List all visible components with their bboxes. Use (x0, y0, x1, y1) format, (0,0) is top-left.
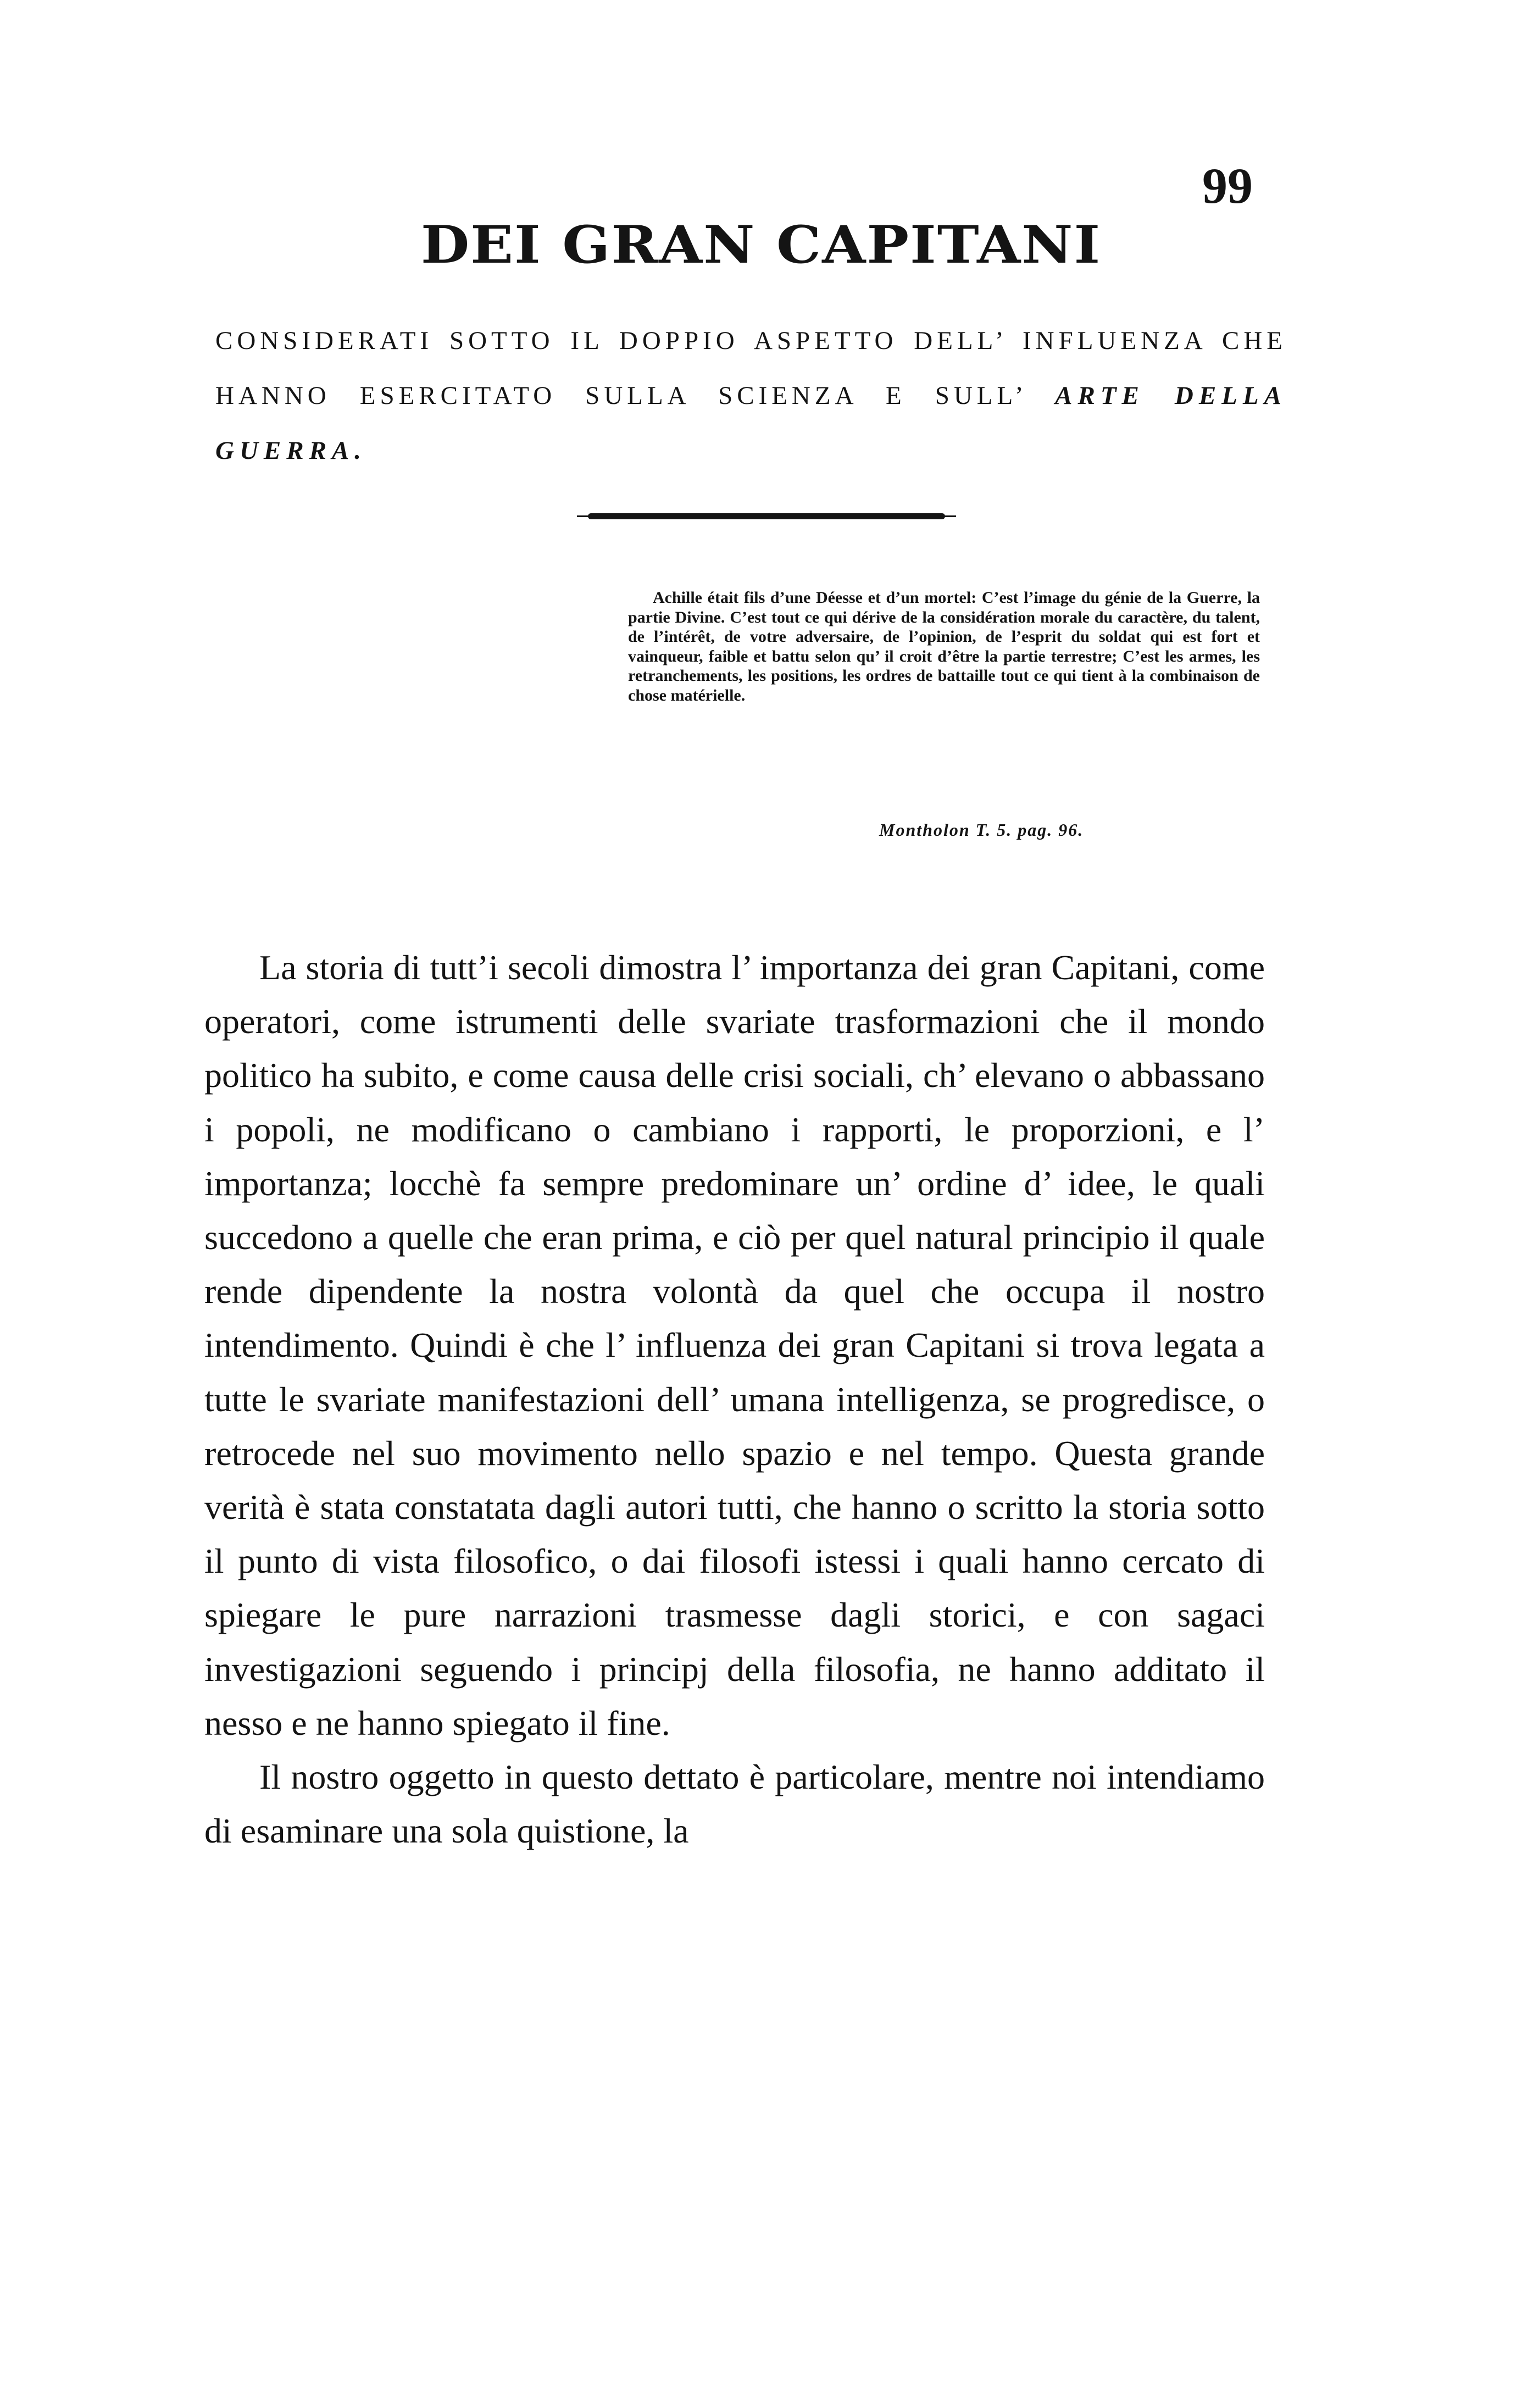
chapter-title: DEI GRAN CAPITANI (420, 214, 1102, 276)
paragraph: Il nostro oggetto in questo dettato è particolare, mentre noi intendiamo di esaminare una sola quistione, la (204, 1757, 1265, 1851)
epigraph-text: Achille était fils d’une Déesse et d’un mortel: C’est l’image du génie de la Guerre, la partie Divine. C’est tout ce qui dérive de la considération morale du caractère, du talent, de l’intérêt, de votre adversaire, de l’opinion, de l’esprit du soldat qui est fort et vainqueur, faible et battu selon qu’ il croit d’être la partie terrestre; C’est les armes, les retranchements, les positions, les ordres de battaille tout ce qui tient à la combinaison de chose matérielle. (628, 589, 1260, 704)
page-number: 99 (1202, 158, 1253, 214)
epigraph (628, 588, 1260, 706)
decorative-rule (588, 513, 945, 519)
epigraph-attribution: Montholon T. 5. pag. 96. (879, 820, 1084, 840)
paragraph: La storia di tutt’i secoli dimostra l’ importanza dei gran Capitani, come operatori, come istrumenti delle svariate trasformazioni che il mondo politico ha subito, e come causa delle crisi sociali, ch’ elevano o abbassano i popoli, ne modificano o cambiano i rapporti, le proporzioni, e l’ importanza; locchè fa sempre predominare un’ ordine d’ idee, le quali succedono a quelle che eran prima, e ciò per quel natural principio il quale rende dipendente la nostra volontà da quel che occupa il nostro intendimento. Quindi è che l’ influenza dei gran Capitani si trova legata a tutte le svariate manifestazioni dell’ umana intelligenza, se progredisce, o retrocede nel suo movimento nello spazio e nel tempo. Questa grande verità è stata constatata dagli autori tutti, che hanno o scritto la storia sotto il punto di vista filosofico, o dai filosofi istessi i quali hanno cercato di spiegare le pure narrazioni trasmesse dagli storici, e con sagaci investigazioni seguendo i principj della filosofia, ne hanno additato il nesso e ne hanno spiegato il fine. (204, 948, 1265, 1743)
subtitle-italic-text: ARTE DELLA GUERRA. (215, 381, 1287, 465)
body-text (204, 941, 1265, 1858)
chapter-subtitle (215, 313, 1287, 478)
subtitle-text: CONSIDERATI SOTTO IL DOPPIO ASPETTO DELL’ INFLUENZA CHE HANNO ESERCITATO SULLA SCIENZA E SULL’ (215, 326, 1287, 410)
